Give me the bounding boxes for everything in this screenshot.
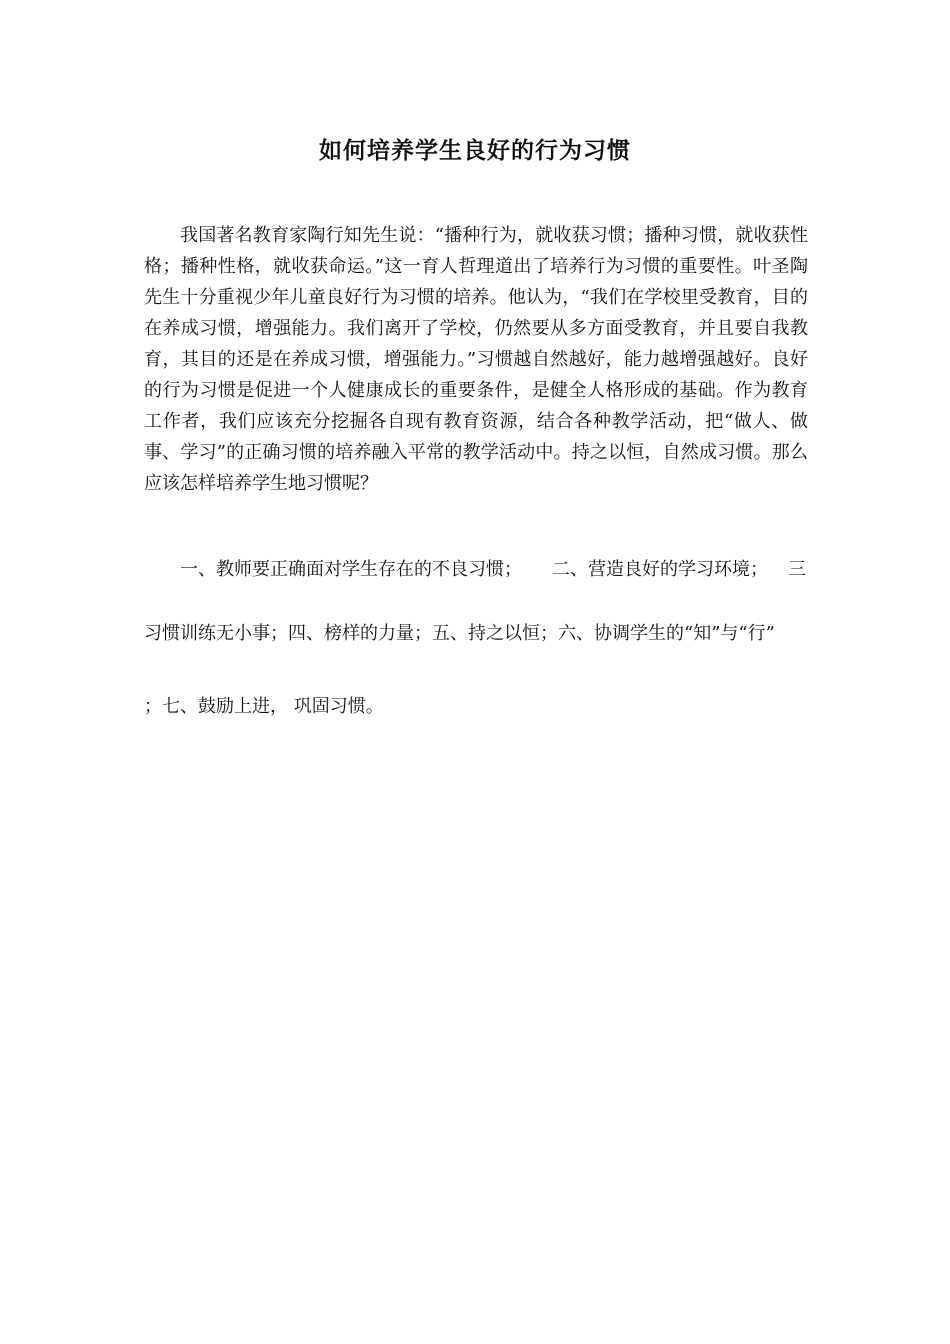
list-item-1: 一、教师要正确面对学生存在的不良习惯；: [180, 559, 522, 580]
list-item-2: 二、营造良好的学习环境；: [552, 559, 768, 580]
list-item-3-start: 三: [788, 559, 806, 580]
document-title: 如何培养学生良好的行为习惯: [319, 138, 631, 164]
list-line-3: ；七、鼓励上进， 巩固习惯。: [144, 696, 384, 717]
intro-paragraph: 我国著名教育家陶行知先生说：“播种行为，就收获习惯；播种习惯，就收获性格；播种性格，就收获命运。”这一育人哲理道出了培养行为习惯的重要性。叶圣陶先生十分重视少年儿童良好行为习惯的培养。他认为，“我们在学校里受教育，目的在养成习惯，增强能力。我们离开了学校，仍然要从多方面受教育，并且要自我教育，其目的还是在养成习惯，增强能力。”习惯越自然越好，能力越增强越好。良好的行为习惯是促进一个人健康成长的重要条件，是健全人格形成的基础。作为教育工作者，我们应该充分挖掘各自现有教育资源，结合各种教学活动，把“做人、做事、学习”的正确习惯的培养融入平常的教学活动中。持之以恒，自然成习惯。那么应该怎样培养学生地习惯呢？: [144, 225, 808, 494]
list-line-2: 习惯训练无小事；四、榜样的力量；五、持之以恒；六、协调学生的“知”与“行”: [144, 623, 775, 644]
